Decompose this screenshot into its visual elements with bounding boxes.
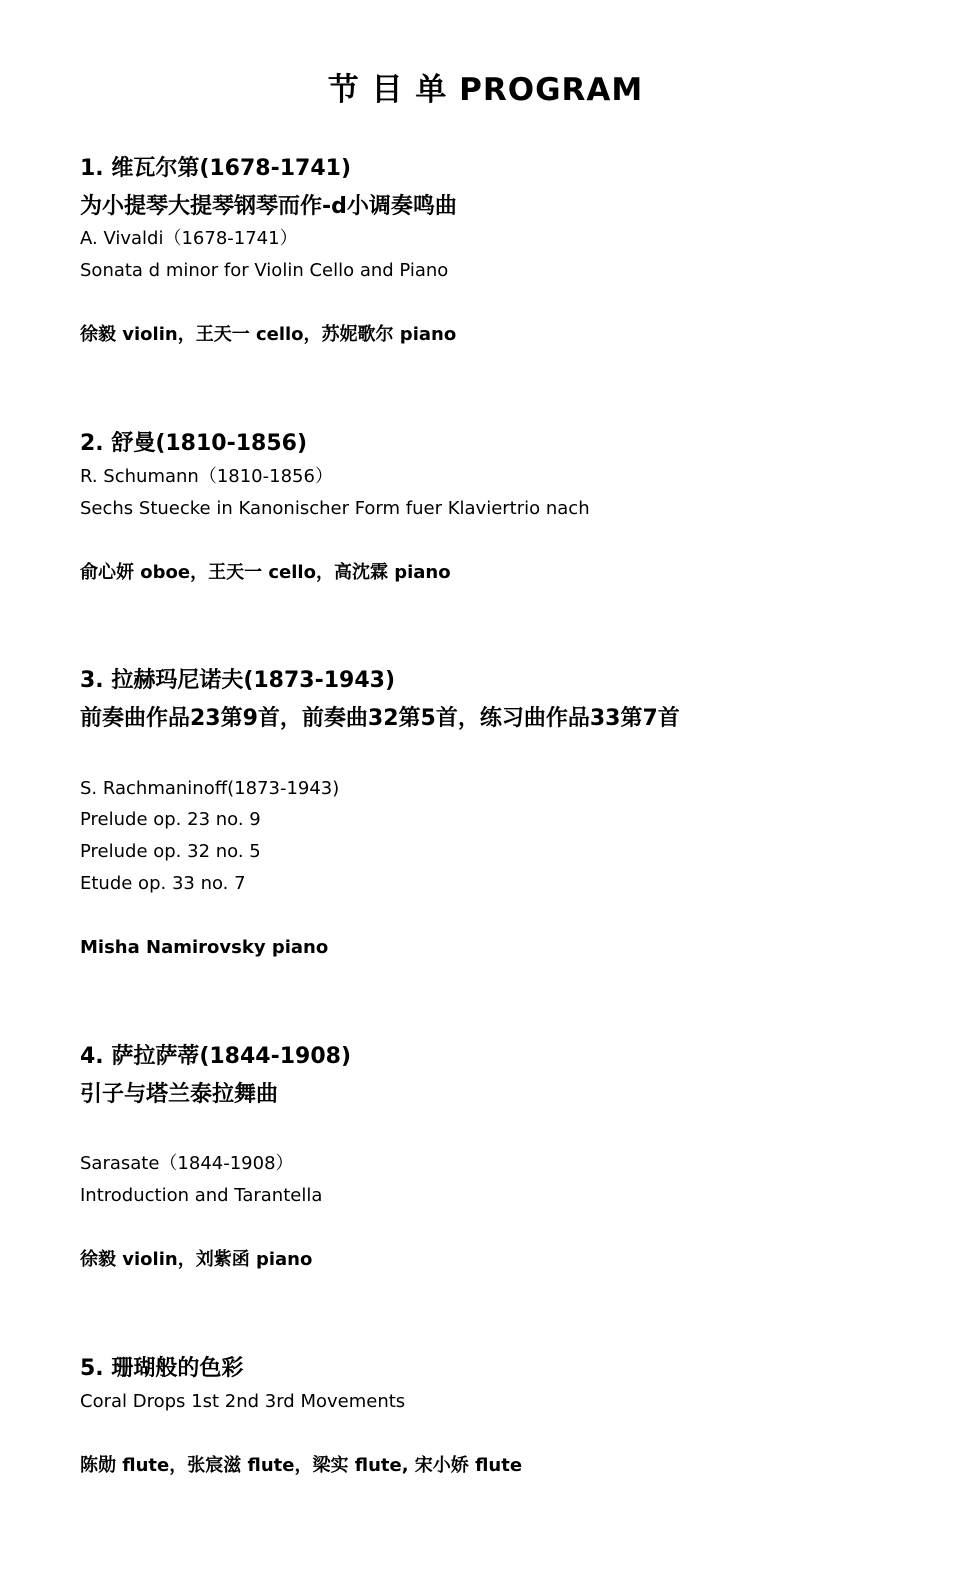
piece-1-heading: 1. 维瓦尔第(1678-1741)	[80, 156, 352, 181]
piece-4-performers: 徐毅 violin，刘紫函 piano	[80, 1249, 313, 1270]
piece-2-heading: 2. 舒曼(1810-1856)	[80, 431, 308, 456]
piece-3-heading: 3. 拉赫玛尼诺夫(1873-1943)	[80, 668, 396, 693]
piece-1-work-1: Sonata d minor for Violin Cello and Piano	[80, 260, 449, 281]
piece-2-composer: R. Schumann（1810-1856）	[80, 466, 333, 487]
piece-1-composer: A. Vivaldi（1678-1741）	[80, 228, 298, 249]
piece-4-subheading: 引子与塔兰泰拉舞曲	[80, 1082, 279, 1107]
piece-3-composer: S. Rachmaninoff(1873-1943)	[80, 778, 340, 799]
piece-4-composer: Sarasate（1844-1908）	[80, 1153, 294, 1174]
piece-1-performers: 徐毅 violin，王天一 cello，苏妮歌尔 piano	[80, 324, 457, 345]
piece-3-work-2: Prelude op. 32 no. 5	[80, 841, 261, 862]
piece-3-work-1: Prelude op. 23 no. 9	[80, 809, 261, 830]
piece-1-subheading: 为小提琴大提琴钢琴而作-d小调奏鸣曲	[80, 194, 457, 219]
piece-3-performers: Misha Namirovsky piano	[80, 937, 329, 958]
piece-4-work-1: Introduction and Tarantella	[80, 1185, 323, 1206]
piece-5-heading: 5. 珊瑚般的色彩	[80, 1356, 244, 1381]
piece-5-performers: 陈勋 flute，张宸滋 flute，梁实 flute, 宋小娇 flute	[80, 1455, 523, 1476]
piece-5-work-1: Coral Drops 1st 2nd 3rd Movements	[80, 1391, 406, 1412]
piece-4-heading: 4. 萨拉萨蒂(1844-1908)	[80, 1044, 352, 1069]
page-title: 节 目 单 PROGRAM	[327, 72, 644, 108]
piece-2-performers: 俞心妍 oboe，王天一 cello，高沈霖 piano	[80, 562, 451, 583]
piece-3-work-3: Etude op. 33 no. 7	[80, 873, 246, 894]
piece-3-subheading: 前奏曲作品23第9首，前奏曲32第5首，练习曲作品33第7首	[80, 706, 680, 731]
piece-2-work-1: Sechs Stuecke in Kanonischer Form fuer Klaviertrio nach	[80, 498, 590, 519]
